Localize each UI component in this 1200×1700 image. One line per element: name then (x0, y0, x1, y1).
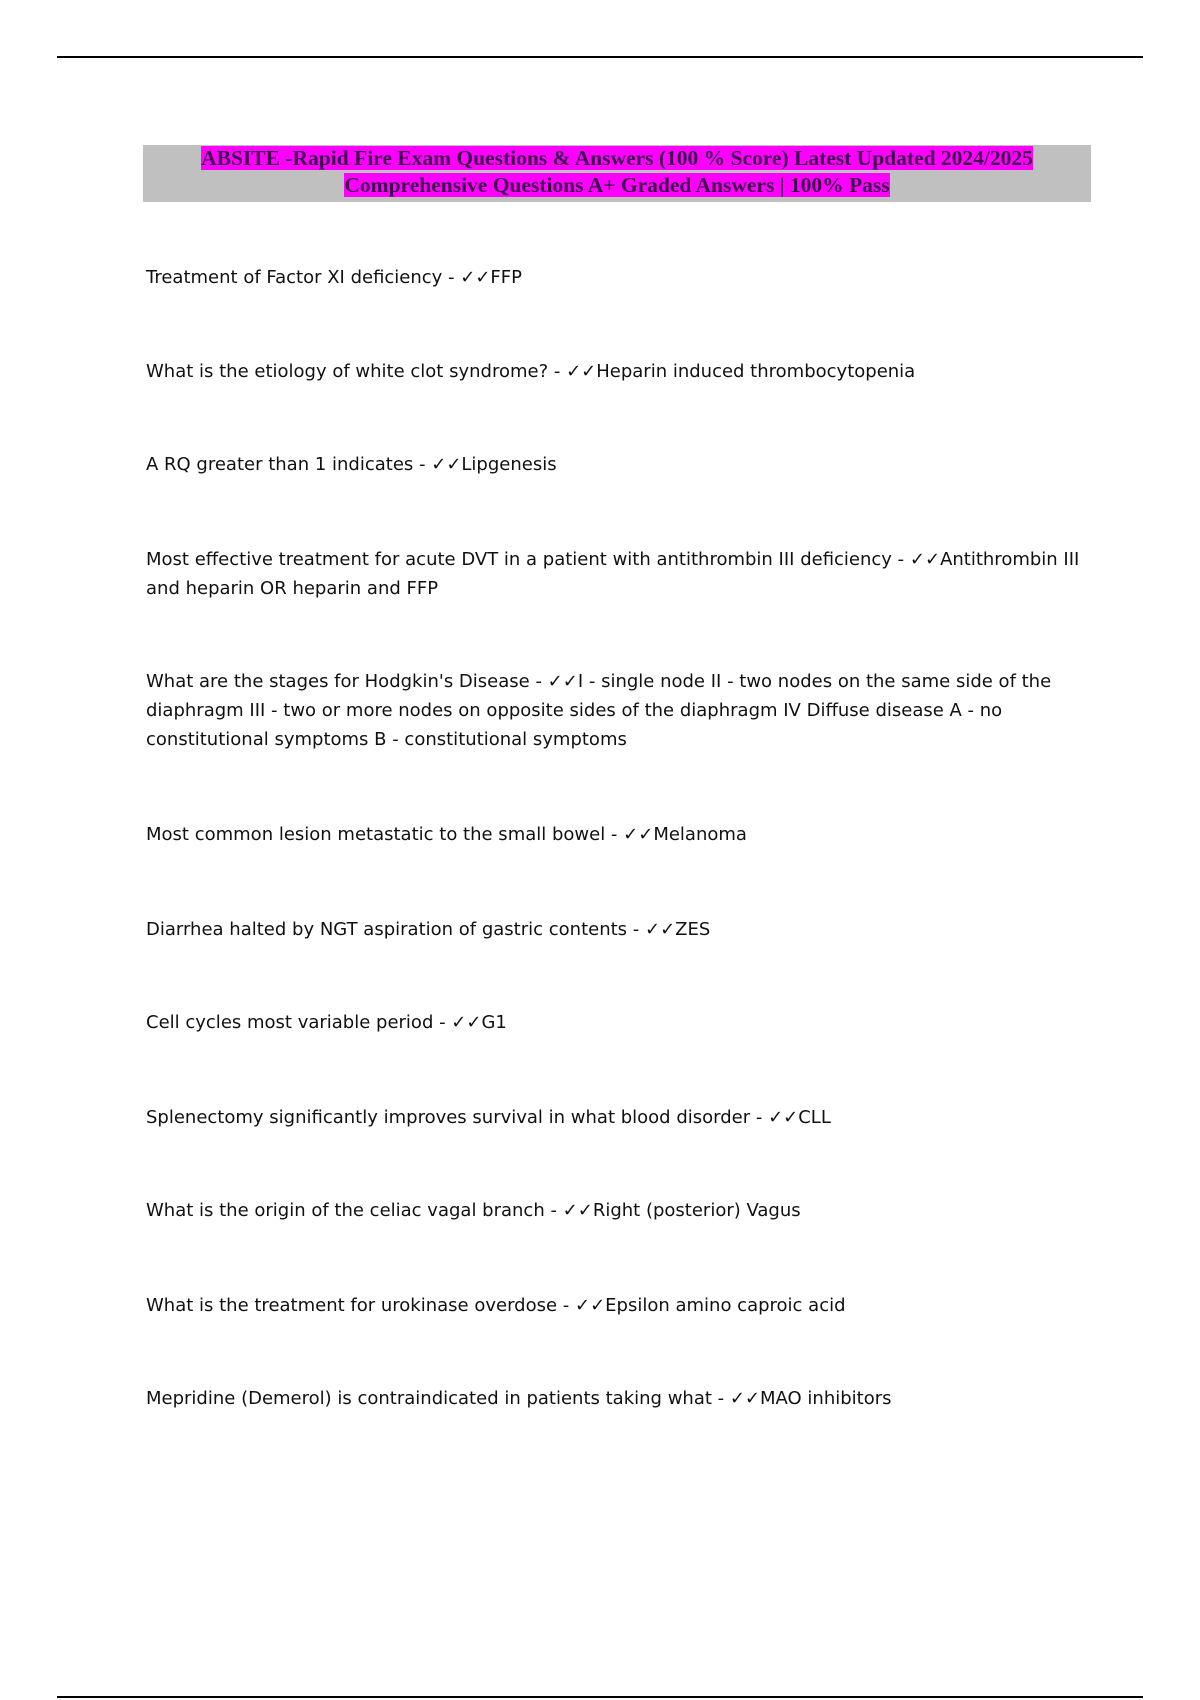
bottom-rule (57, 1696, 1143, 1698)
top-rule (57, 56, 1143, 58)
qa-item: What is the origin of the celiac vagal branch - ✓✓Right (posterior) Vagus (146, 1200, 801, 1221)
qa-item: Mepridine (Demerol) is contraindicated in patients taking what - ✓✓MAO inhibitors (146, 1388, 892, 1409)
qa-item: Diarrhea halted by NGT aspiration of gastric contents - ✓✓ZES (146, 919, 711, 940)
document-title-line-2: Comprehensive Questions A+ Graded Answers | 100% Pass (344, 173, 890, 197)
qa-item: A RQ greater than 1 indicates - ✓✓Lipgenesis (146, 454, 557, 475)
document-title-band (143, 145, 1091, 202)
qa-item: Splenectomy significantly improves survival in what blood disorder - ✓✓CLL (146, 1107, 831, 1128)
qa-item: Treatment of Factor XI deficiency - ✓✓FFP (146, 267, 522, 288)
qa-item: Most common lesion metastatic to the small bowel - ✓✓Melanoma (146, 824, 747, 845)
qa-item: What is the etiology of white clot syndrome? - ✓✓Heparin induced thrombocytopenia (146, 361, 916, 382)
document-title-line-1: ABSITE -Rapid Fire Exam Questions & Answers (100 % Score) Latest Updated 2024/2025 (201, 146, 1033, 170)
qa-item: Most effective treatment for acute DVT in a patient with antithrombin III deficiency - ✓✓Antithrombin III and heparin OR heparin and FFP (146, 549, 1080, 599)
qa-item: What are the stages for Hodgkin's Disease - ✓✓I - single node II - two nodes on the same side of the diaphragm III - two or more nodes on opposite sides of the diaphragm IV Diffuse disease A - no constitutional symptoms B - constitutional symptoms (146, 671, 1052, 750)
qa-item: Cell cycles most variable period - ✓✓G1 (146, 1012, 507, 1033)
qa-item: What is the treatment for urokinase overdose - ✓✓Epsilon amino caproic acid (146, 1295, 846, 1316)
